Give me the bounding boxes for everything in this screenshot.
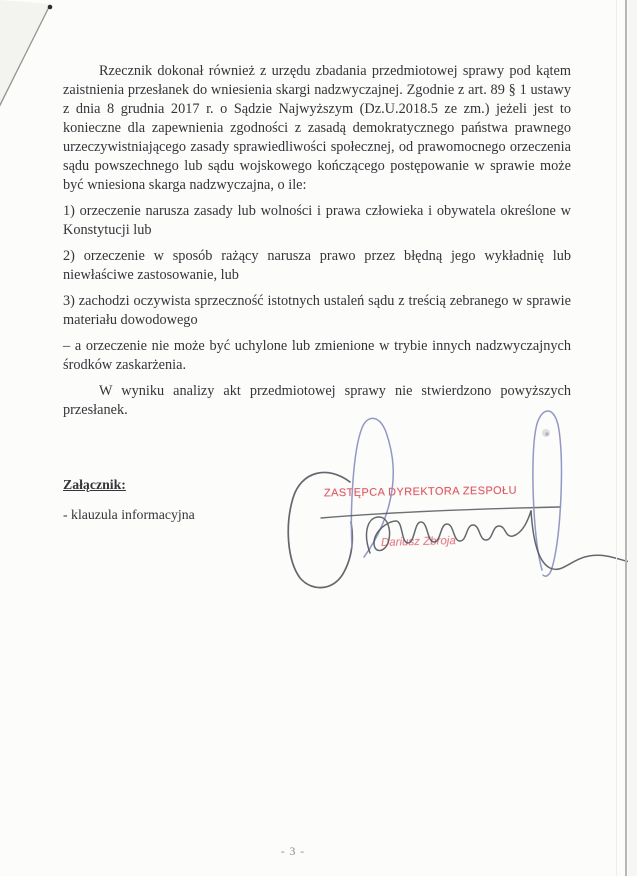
list-item-2: 2) orzeczenie w sposób rażący narusza prawo przez błędną jego wykładnię lub niewłaściwe zastosowanie, lub — [63, 248, 571, 283]
signature-tail-stroke — [531, 511, 634, 569]
signature-right-loop-stroke — [533, 411, 562, 576]
attachment-item: - klauzula informacyjna — [63, 507, 195, 522]
page-number: - 3 - — [280, 846, 306, 858]
document-body — [63, 62, 571, 427]
paragraph-intro: Rzecznik dokonał również z urzędu zbadania przedmiotowej sprawy pod kątem zaistnienia przesłanek do wniesienia skargi nadzwyczajnej. Zgodnie z art. 89 § 1 ustawy z dnia 8 grudnia 2017 r. o Sądzie Najwyższym (Dz.U.2018.5 ze zm.) jeżeli jest to konieczne dla zapewnienia zgodności z zasadą demokratycznego państwa prawnego urzeczywistniającego zasady sprawiedliwości społecznej, od prawomocnego orzeczenia sądu powszechnego lub sądu wojskowego kończącego postępowanie w sprawie może być wniesiona skarga nadzwyczajna, o ile: — [63, 63, 571, 193]
fold-line — [0, 5, 50, 109]
scan-edge-band — [628, 0, 637, 876]
list-item-1: 1) orzeczenie narusza zasady lub wolności i prawa człowieka i obywatela określone w Konstytucji lub — [63, 203, 571, 238]
ink-smudge — [542, 429, 550, 437]
attachment-heading: Załącznik: — [63, 477, 126, 492]
signature-strike-line — [321, 507, 560, 518]
paragraph-dash-clause: – a orzeczenie nie może być uchylone lub zmienione w trybie innych nadzwyczajnych środków zaskarżenia. — [63, 338, 571, 373]
attachment-section — [63, 477, 195, 523]
paragraph-conclusion: W wyniku analizy akt przedmiotowej sprawy nie stwierdzono powyższych przesłanek. — [63, 383, 571, 418]
list-item-3: 3) zachodzi oczywista sprzeczność istotnych ustaleń sądu z treścią zebranego w sprawie materiału dowodowego — [63, 293, 571, 328]
staple-dot — [48, 5, 53, 10]
stamp-signer-name: Dariusz Zbroja — [380, 535, 456, 549]
scan-edge-line — [625, 0, 627, 876]
fold-shadow — [0, 0, 50, 108]
stamp-title: ZASTĘPCA DYREKTORA ZESPOŁU — [323, 484, 518, 500]
scan-edge-faint-line — [616, 0, 617, 876]
ink-smudge-core — [545, 432, 549, 436]
